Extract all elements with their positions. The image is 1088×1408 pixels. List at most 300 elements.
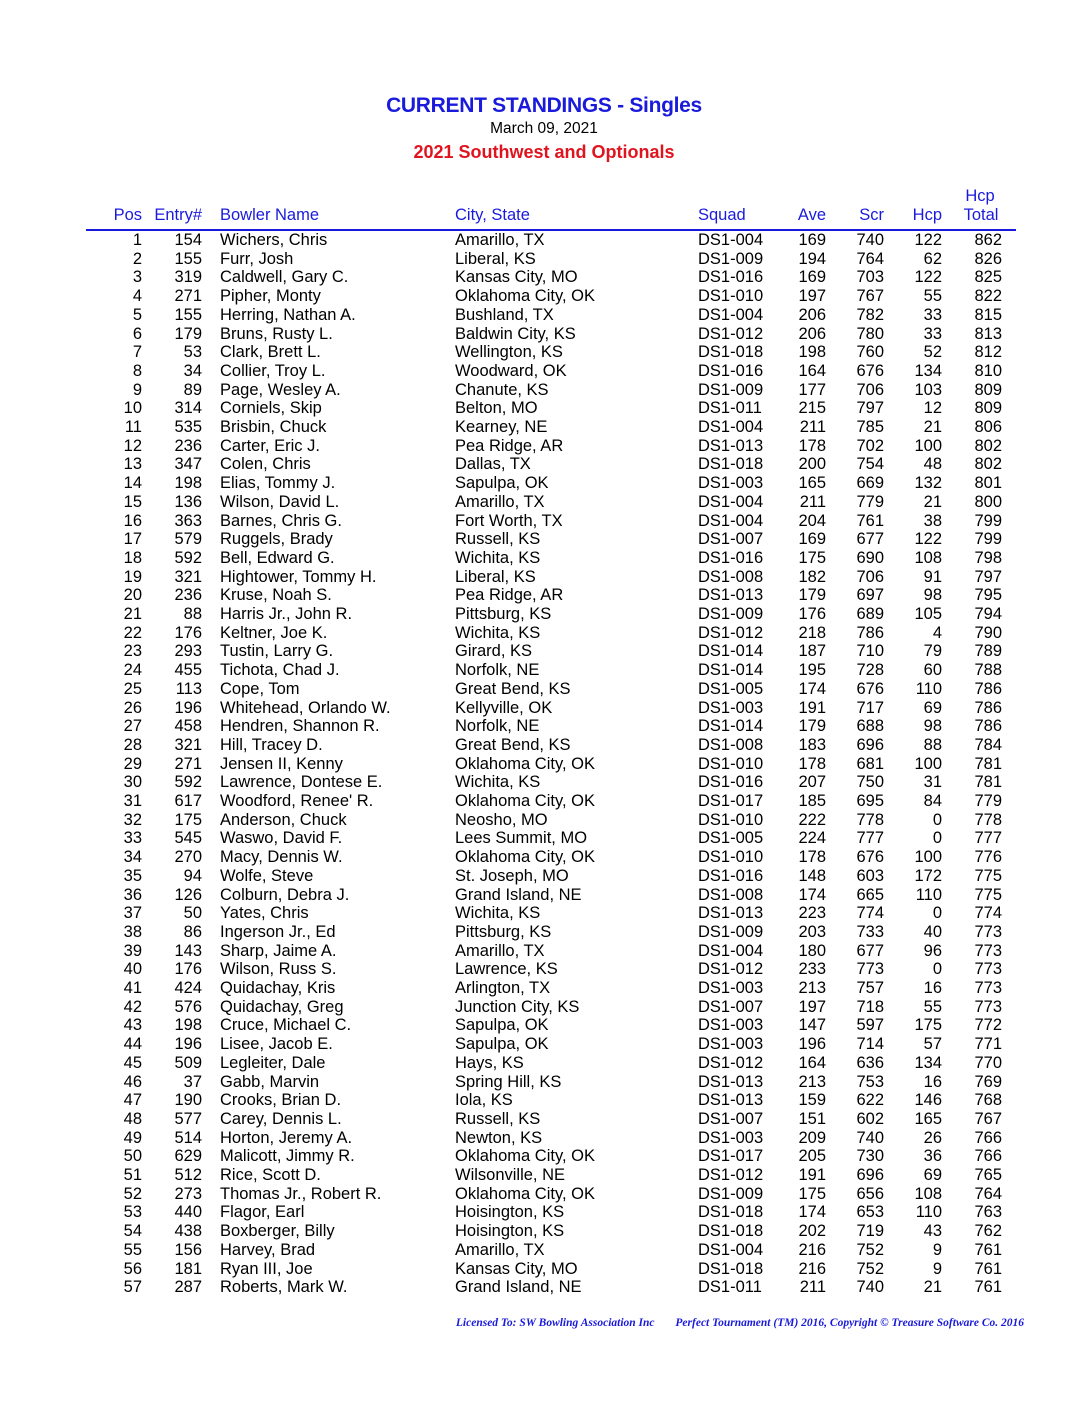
cell-entry: 176: [174, 960, 202, 979]
cell-squad: DS1-016: [698, 548, 764, 567]
cell-average: 180: [798, 941, 826, 960]
footer: [0, 1317, 1024, 1329]
cell-entry: 314: [174, 399, 202, 418]
cell-entry: 198: [174, 1016, 202, 1035]
cell-pos: 28: [123, 735, 142, 754]
col-header-total-bottom: Total: [963, 206, 999, 224]
cell-hcp-total: 781: [974, 773, 1002, 792]
cell-scratch: 703: [856, 268, 884, 287]
cell-hcp-total: 775: [974, 866, 1002, 885]
cell-pos: 31: [123, 792, 142, 810]
cell-average: 169: [798, 231, 826, 249]
cell-handicap: 110: [915, 1203, 942, 1222]
table-row: [0, 886, 1088, 905]
cell-average: 207: [798, 773, 826, 792]
table-row: [0, 661, 1088, 680]
table-row: [0, 717, 1088, 736]
cell-hcp-total: 776: [974, 848, 1002, 867]
cell-pos: 44: [123, 1035, 142, 1054]
cell-squad: DS1-009: [698, 249, 764, 268]
cell-pos: 54: [123, 1222, 142, 1241]
cell-scratch: 777: [856, 829, 884, 848]
cell-handicap: 110: [915, 679, 942, 698]
cell-hcp-total: 768: [974, 1091, 1002, 1110]
table-row: [0, 736, 1088, 755]
cell-pos: 7: [132, 343, 142, 362]
cell-scratch: 702: [856, 436, 884, 455]
cell-bowler-name: Boxberger, Billy: [220, 1222, 335, 1241]
cell-handicap: 122: [914, 231, 942, 249]
cell-handicap: 108: [914, 1184, 942, 1203]
cell-city-state: Belton, MO: [455, 399, 538, 418]
table-header: [0, 186, 1088, 230]
cell-scratch: 773: [856, 960, 884, 979]
cell-pos: 29: [123, 754, 142, 773]
cell-scratch: 676: [856, 679, 884, 698]
cell-city-state: Oklahoma City, OK: [455, 792, 595, 810]
col-header-total-top: Hcp: [965, 187, 995, 205]
cell-squad: DS1-003: [698, 698, 764, 717]
cell-average: 174: [798, 1203, 826, 1222]
cell-scratch: 622: [856, 1091, 884, 1110]
cell-city-state: Great Bend, KS: [455, 679, 571, 698]
cell-scratch: 718: [856, 997, 884, 1016]
cell-bowler-name: Wilson, David L.: [220, 492, 340, 511]
col-header-pos: Pos: [113, 206, 142, 224]
cell-hcp-total: 770: [974, 1053, 1002, 1072]
cell-city-state: Hoisington, KS: [455, 1203, 565, 1222]
cell-handicap: 60: [923, 661, 942, 680]
cell-scratch: 677: [856, 941, 884, 960]
cell-entry: 181: [174, 1259, 202, 1278]
cell-hcp-total: 825: [974, 268, 1002, 287]
cell-hcp-total: 826: [974, 249, 1002, 268]
cell-entry: 50: [183, 904, 202, 923]
cell-squad: DS1-013: [698, 1072, 764, 1091]
cell-city-state: Liberal, KS: [455, 567, 536, 586]
cell-bowler-name: Furr, Josh: [220, 249, 294, 268]
report-date: March 09, 2021: [490, 120, 598, 137]
cell-average: 169: [798, 268, 826, 287]
cell-squad: DS1-013: [698, 436, 764, 455]
table-row: [0, 605, 1088, 624]
cell-squad: DS1-009: [698, 922, 764, 941]
cell-city-state: Norfolk, NE: [455, 661, 540, 680]
cell-pos: 22: [123, 623, 142, 642]
cell-city-state: Wilsonville, NE: [455, 1166, 566, 1184]
cell-entry: 579: [174, 530, 202, 549]
cell-average: 174: [798, 679, 826, 698]
cell-average: 177: [798, 380, 826, 399]
cell-entry: 535: [174, 418, 202, 436]
cell-city-state: Kansas City, MO: [455, 268, 578, 287]
cell-bowler-name: Horton, Jeremy A.: [220, 1128, 353, 1147]
cell-squad: DS1-012: [698, 324, 764, 343]
cell-scratch: 761: [856, 511, 884, 530]
cell-squad: DS1-016: [698, 268, 764, 287]
cell-entry: 136: [174, 492, 202, 511]
cell-handicap: 4: [932, 623, 942, 642]
table-row: [0, 268, 1088, 287]
cell-bowler-name: Sharp, Jaime A.: [220, 941, 337, 960]
cell-pos: 13: [123, 455, 142, 474]
cell-average: 191: [798, 698, 826, 717]
table-row: [0, 586, 1088, 605]
cell-entry: 347: [174, 455, 202, 474]
cell-entry: 576: [174, 997, 202, 1016]
cell-bowler-name: Wilson, Russ S.: [220, 960, 337, 979]
cell-entry: 577: [174, 1109, 202, 1128]
footer-copyright: Perfect Tournament (TM) 2016, Copyright © Treasure Software Co. 2016: [675, 1317, 1024, 1329]
cell-city-state: Lees Summit, MO: [455, 829, 588, 848]
cell-entry: 514: [174, 1128, 202, 1147]
cell-handicap: 88: [923, 735, 942, 754]
cell-handicap: 100: [914, 754, 942, 773]
cell-average: 182: [798, 567, 826, 586]
cell-city-state: Girard, KS: [455, 642, 533, 661]
cell-hcp-total: 789: [974, 642, 1002, 661]
cell-bowler-name: Lisee, Jacob E.: [220, 1035, 333, 1054]
cell-entry: 236: [174, 586, 202, 605]
cell-pos: 21: [123, 605, 142, 623]
table-row: [0, 1166, 1088, 1185]
cell-city-state: Grand Island, NE: [455, 1278, 582, 1297]
cell-bowler-name: Hill, Tracey D.: [220, 735, 323, 754]
cell-entry: 126: [174, 885, 202, 904]
table-row: [0, 568, 1088, 587]
cell-entry: 53: [183, 343, 202, 362]
cell-squad: DS1-010: [698, 287, 764, 306]
cell-squad: DS1-003: [698, 1035, 764, 1054]
cell-entry: 438: [174, 1222, 202, 1241]
table-row: [0, 250, 1088, 269]
cell-entry: 179: [174, 324, 202, 343]
cell-hcp-total: 800: [974, 492, 1002, 511]
cell-pos: 55: [123, 1240, 142, 1259]
cell-squad: DS1-014: [698, 642, 764, 661]
cell-handicap: 134: [914, 1053, 942, 1072]
cell-entry: 273: [174, 1184, 202, 1203]
cell-bowler-name: Gabb, Marvin: [220, 1072, 320, 1091]
cell-city-state: Kearney, NE: [455, 418, 548, 436]
cell-bowler-name: Wichers, Chris: [220, 231, 328, 249]
cell-handicap: 40: [923, 922, 942, 941]
cell-handicap: 100: [914, 436, 942, 455]
cell-city-state: Oklahoma City, OK: [455, 1147, 595, 1166]
cell-handicap: 38: [923, 511, 942, 530]
cell-handicap: 55: [923, 997, 942, 1016]
table-row: [0, 923, 1088, 942]
cell-hcp-total: 802: [974, 455, 1002, 474]
cell-entry: 440: [174, 1203, 202, 1222]
cell-city-state: Fort Worth, TX: [455, 511, 563, 530]
cell-bowler-name: Harvey, Brad: [220, 1240, 316, 1259]
cell-squad: DS1-016: [698, 866, 764, 885]
cell-handicap: 48: [923, 455, 942, 474]
cell-bowler-name: Thomas Jr., Robert R.: [220, 1184, 382, 1203]
cell-city-state: Newton, KS: [455, 1128, 543, 1147]
cell-city-state: Sapulpa, OK: [455, 474, 549, 493]
cell-hcp-total: 772: [974, 1016, 1002, 1035]
cell-city-state: Great Bend, KS: [455, 735, 571, 754]
cell-city-state: Arlington, TX: [455, 979, 551, 997]
cell-city-state: Amarillo, TX: [455, 492, 545, 511]
cell-city-state: Pea Ridge, AR: [455, 586, 564, 605]
table-row: [0, 867, 1088, 886]
cell-entry: 94: [183, 866, 202, 885]
cell-average: 206: [798, 324, 826, 343]
cell-bowler-name: Waswo, David F.: [220, 829, 343, 848]
cell-handicap: 57: [923, 1035, 942, 1054]
cell-scratch: 797: [856, 399, 884, 418]
cell-pos: 3: [132, 268, 142, 287]
cell-handicap: 122: [914, 530, 942, 549]
cell-pos: 57: [123, 1278, 142, 1297]
cell-squad: DS1-009: [698, 1184, 764, 1203]
cell-pos: 52: [123, 1184, 142, 1203]
cell-average: 197: [798, 287, 826, 306]
cell-bowler-name: Harris Jr., John R.: [220, 605, 353, 623]
cell-bowler-name: Lawrence, Dontese E.: [220, 773, 383, 792]
cell-city-state: Oklahoma City, OK: [455, 287, 595, 306]
cell-entry: 592: [174, 548, 202, 567]
cell-entry: 37: [183, 1072, 202, 1091]
cell-city-state: Neosho, MO: [455, 810, 548, 829]
table-row: [0, 829, 1088, 848]
cell-hcp-total: 763: [974, 1203, 1002, 1222]
cell-average: 215: [798, 399, 826, 418]
cell-hcp-total: 809: [974, 399, 1002, 418]
cell-hcp-total: 769: [974, 1072, 1002, 1091]
cell-average: 179: [798, 717, 826, 736]
cell-city-state: Wichita, KS: [455, 623, 541, 642]
table-row: [0, 642, 1088, 661]
cell-handicap: 98: [923, 717, 942, 736]
table-row: [0, 399, 1088, 418]
table-row: [0, 1129, 1088, 1148]
table-row: [0, 1110, 1088, 1129]
cell-city-state: Hays, KS: [455, 1053, 524, 1072]
cell-hcp-total: 802: [974, 436, 1002, 455]
cell-squad: DS1-010: [698, 810, 764, 829]
cell-hcp-total: 761: [974, 1240, 1002, 1259]
col-header-city: City, State: [455, 206, 530, 224]
cell-city-state: Russell, KS: [455, 530, 541, 549]
cell-scratch: 665: [856, 885, 884, 904]
cell-scratch: 676: [856, 361, 884, 380]
cell-scratch: 689: [856, 605, 884, 623]
cell-squad: DS1-014: [698, 661, 764, 680]
cell-city-state: Wellington, KS: [455, 343, 563, 362]
cell-entry: 156: [174, 1240, 202, 1259]
footer-license: Licensed To: SW Bowling Association Inc: [455, 1317, 655, 1329]
cell-entry: 617: [174, 792, 202, 810]
cell-squad: DS1-012: [698, 1166, 764, 1184]
cell-scratch: 740: [856, 1278, 884, 1297]
cell-hcp-total: 765: [974, 1166, 1002, 1184]
table-row: [0, 1222, 1088, 1241]
cell-average: 178: [798, 436, 826, 455]
cell-scratch: 695: [856, 792, 884, 810]
cell-entry: 458: [174, 717, 202, 736]
cell-handicap: 12: [923, 399, 942, 418]
cell-squad: DS1-004: [698, 231, 764, 249]
cell-pos: 12: [123, 436, 142, 455]
cell-pos: 9: [132, 380, 142, 399]
cell-average: 200: [798, 455, 826, 474]
cell-scratch: 767: [856, 287, 884, 306]
cell-entry: 34: [183, 361, 202, 380]
table-row: [0, 624, 1088, 643]
cell-average: 148: [798, 866, 826, 885]
cell-average: 174: [798, 885, 826, 904]
cell-hcp-total: 774: [974, 904, 1002, 923]
cell-bowler-name: Colburn, Debra J.: [220, 885, 350, 904]
cell-bowler-name: Woodford, Renee' R.: [220, 792, 374, 810]
cell-average: 211: [799, 492, 826, 511]
cell-entry: 154: [174, 231, 202, 249]
cell-squad: DS1-010: [698, 754, 764, 773]
cell-bowler-name: Ingerson Jr., Ed: [220, 922, 336, 941]
cell-pos: 1: [132, 231, 142, 249]
cell-squad: DS1-017: [698, 792, 764, 810]
cell-handicap: 105: [914, 605, 942, 623]
cell-pos: 45: [123, 1053, 142, 1072]
cell-pos: 38: [123, 922, 142, 941]
cell-pos: 20: [123, 586, 142, 605]
cell-handicap: 0: [932, 904, 942, 923]
cell-pos: 46: [123, 1072, 142, 1091]
col-header-scr: Scr: [859, 206, 884, 224]
cell-handicap: 21: [923, 492, 942, 511]
cell-squad: DS1-013: [698, 586, 764, 605]
cell-average: 216: [798, 1259, 826, 1278]
cell-pos: 42: [123, 997, 142, 1016]
cell-city-state: Sapulpa, OK: [455, 1016, 549, 1035]
cell-handicap: 43: [923, 1222, 942, 1241]
cell-hcp-total: 798: [974, 548, 1002, 567]
cell-hcp-total: 795: [974, 586, 1002, 605]
cell-city-state: Iola, KS: [455, 1091, 513, 1110]
cell-scratch: 757: [856, 979, 884, 997]
cell-hcp-total: 762: [974, 1222, 1002, 1241]
cell-average: 233: [798, 960, 826, 979]
cell-pos: 17: [123, 530, 142, 549]
cell-city-state: Wichita, KS: [455, 773, 541, 792]
table-row: [0, 1054, 1088, 1073]
cell-bowler-name: Quidachay, Greg: [220, 997, 344, 1016]
cell-scratch: 752: [856, 1240, 884, 1259]
cell-average: 196: [798, 1035, 826, 1054]
cell-average: 164: [798, 361, 826, 380]
cell-average: 222: [798, 810, 826, 829]
cell-pos: 6: [132, 324, 142, 343]
cell-scratch: 677: [856, 530, 884, 549]
cell-handicap: 110: [915, 885, 942, 904]
cell-hcp-total: 766: [974, 1147, 1002, 1166]
cell-hcp-total: 790: [974, 623, 1002, 642]
cell-average: 209: [798, 1128, 826, 1147]
cell-squad: DS1-009: [698, 380, 764, 399]
event-name: 2021 Southwest and Optionals: [413, 142, 675, 162]
cell-city-state: Oklahoma City, OK: [455, 1184, 595, 1203]
cell-pos: 24: [123, 661, 142, 680]
cell-bowler-name: Jensen II, Kenny: [220, 754, 343, 773]
cell-scratch: 774: [856, 904, 884, 923]
cell-bowler-name: Elias, Tommy J.: [220, 474, 336, 493]
cell-average: 195: [798, 661, 826, 680]
cell-average: 204: [798, 511, 826, 530]
cell-hcp-total: 764: [974, 1184, 1002, 1203]
cell-pos: 30: [123, 773, 142, 792]
cell-handicap: 9: [932, 1259, 942, 1278]
cell-hcp-total: 786: [974, 717, 1002, 736]
table-row: [0, 773, 1088, 792]
cell-city-state: Grand Island, NE: [455, 885, 582, 904]
cell-squad: DS1-003: [698, 474, 764, 493]
cell-city-state: Liberal, KS: [455, 249, 536, 268]
cell-average: 194: [798, 249, 826, 268]
table-row: [0, 381, 1088, 400]
cell-bowler-name: Roberts, Mark W.: [220, 1278, 348, 1297]
cell-pos: 11: [124, 418, 142, 436]
cell-handicap: 132: [914, 474, 942, 493]
cell-squad: DS1-018: [698, 1203, 764, 1222]
cell-squad: DS1-018: [698, 343, 764, 362]
cell-squad: DS1-004: [698, 511, 764, 530]
cell-bowler-name: Carey, Dennis L.: [220, 1109, 342, 1128]
cell-scratch: 714: [856, 1035, 884, 1054]
cell-average: 216: [798, 1240, 826, 1259]
table-row: [0, 1073, 1088, 1092]
table-row: [0, 811, 1088, 830]
cell-scratch: 740: [856, 1128, 884, 1147]
cell-handicap: 0: [932, 829, 942, 848]
cell-scratch: 778: [856, 810, 884, 829]
page-title: CURRENT STANDINGS - Singles: [386, 94, 702, 117]
cell-bowler-name: Caldwell, Gary C.: [220, 268, 349, 287]
cell-entry: 198: [174, 474, 202, 493]
table-row: [0, 998, 1088, 1017]
cell-scratch: 696: [856, 1166, 884, 1184]
cell-scratch: 603: [856, 866, 884, 885]
cell-scratch: 779: [856, 492, 884, 511]
cell-city-state: Spring Hill, KS: [455, 1072, 562, 1091]
cell-hcp-total: 777: [974, 829, 1002, 848]
cell-handicap: 16: [923, 979, 942, 997]
cell-scratch: 710: [856, 642, 884, 661]
cell-hcp-total: 773: [974, 941, 1002, 960]
cell-hcp-total: 788: [974, 661, 1002, 680]
table-row: [0, 1203, 1088, 1222]
cell-scratch: 785: [856, 418, 884, 436]
cell-handicap: 0: [932, 810, 942, 829]
cell-handicap: 103: [914, 380, 942, 399]
cell-bowler-name: Legleiter, Dale: [220, 1053, 326, 1072]
cell-scratch: 653: [856, 1203, 884, 1222]
cell-bowler-name: Carter, Eric J.: [220, 436, 320, 455]
cell-entry: 89: [183, 380, 202, 399]
cell-handicap: 21: [923, 418, 942, 436]
cell-hcp-total: 773: [974, 997, 1002, 1016]
cell-average: 147: [798, 1016, 826, 1035]
cell-hcp-total: 766: [974, 1128, 1002, 1147]
cell-pos: 50: [123, 1147, 142, 1166]
cell-handicap: 69: [923, 698, 942, 717]
cell-bowler-name: Flagor, Earl: [220, 1203, 305, 1222]
cell-pos: 23: [123, 642, 142, 661]
cell-pos: 43: [123, 1016, 142, 1035]
